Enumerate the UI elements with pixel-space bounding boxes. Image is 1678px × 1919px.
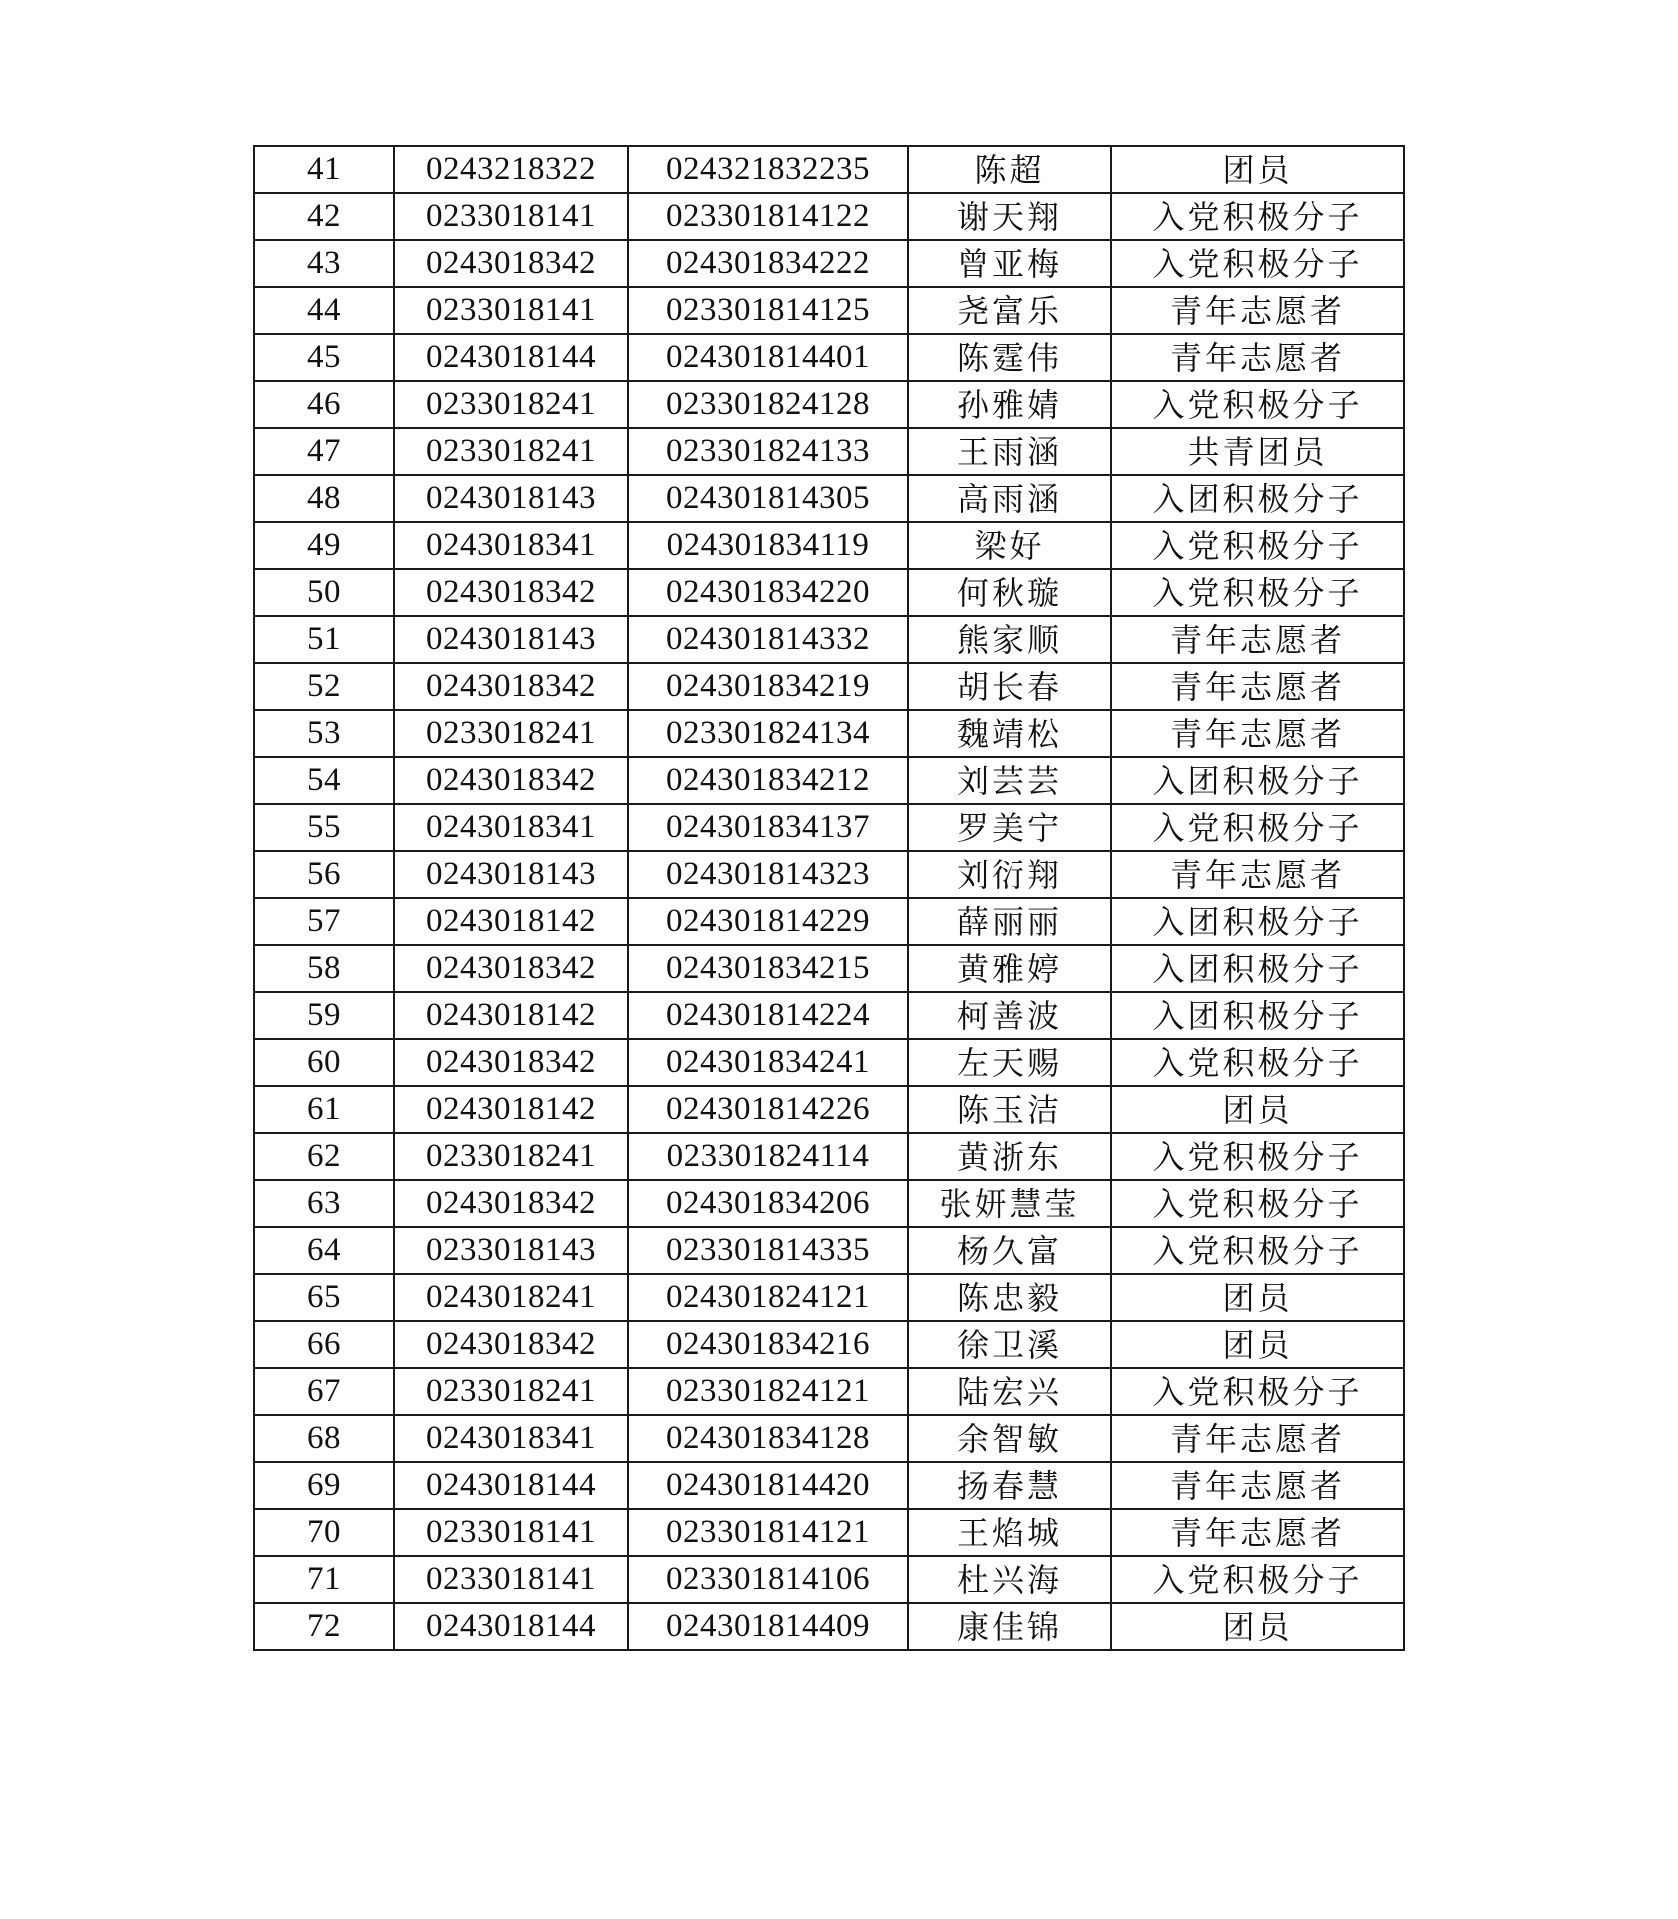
table-row bbox=[254, 1603, 1404, 1650]
class-code-cell: 0243018241 bbox=[394, 1274, 628, 1321]
student-id-cell: 024301814323 bbox=[628, 851, 908, 898]
political-status-cell: 团员 bbox=[1111, 146, 1404, 193]
student-id-cell: 023301814125 bbox=[628, 287, 908, 334]
political-status-cell: 入团积极分子 bbox=[1111, 475, 1404, 522]
table-row bbox=[254, 1509, 1404, 1556]
table-row bbox=[254, 1133, 1404, 1180]
table-row bbox=[254, 1274, 1404, 1321]
table-row bbox=[254, 522, 1404, 569]
class-code-cell: 0233018141 bbox=[394, 287, 628, 334]
student-name-cell: 杜兴海 bbox=[908, 1556, 1111, 1603]
political-status-cell: 入团积极分子 bbox=[1111, 898, 1404, 945]
table-row bbox=[254, 1415, 1404, 1462]
table-row bbox=[254, 240, 1404, 287]
student-id-cell: 024301834119 bbox=[628, 522, 908, 569]
row-number-cell: 46 bbox=[254, 381, 394, 428]
political-status-cell: 入团积极分子 bbox=[1111, 992, 1404, 1039]
class-code-cell: 0243018143 bbox=[394, 616, 628, 663]
table-row bbox=[254, 569, 1404, 616]
political-status-cell: 青年志愿者 bbox=[1111, 287, 1404, 334]
student-name-cell: 柯善波 bbox=[908, 992, 1111, 1039]
political-status-cell: 入党积极分子 bbox=[1111, 569, 1404, 616]
table-row bbox=[254, 1462, 1404, 1509]
row-number-cell: 70 bbox=[254, 1509, 394, 1556]
class-code-cell: 0243018341 bbox=[394, 522, 628, 569]
table-row bbox=[254, 381, 1404, 428]
row-number-cell: 67 bbox=[254, 1368, 394, 1415]
political-status-cell: 入党积极分子 bbox=[1111, 522, 1404, 569]
row-number-cell: 56 bbox=[254, 851, 394, 898]
student-name-cell: 陈霆伟 bbox=[908, 334, 1111, 381]
student-id-cell: 024301834222 bbox=[628, 240, 908, 287]
table-row bbox=[254, 193, 1404, 240]
row-number-cell: 66 bbox=[254, 1321, 394, 1368]
table-row bbox=[254, 663, 1404, 710]
student-name-cell: 张妍慧莹 bbox=[908, 1180, 1111, 1227]
row-number-cell: 69 bbox=[254, 1462, 394, 1509]
class-code-cell: 0243018342 bbox=[394, 569, 628, 616]
class-code-cell: 0243018142 bbox=[394, 898, 628, 945]
row-number-cell: 71 bbox=[254, 1556, 394, 1603]
political-status-cell: 青年志愿者 bbox=[1111, 710, 1404, 757]
political-status-cell: 青年志愿者 bbox=[1111, 1462, 1404, 1509]
political-status-cell: 青年志愿者 bbox=[1111, 1415, 1404, 1462]
political-status-cell: 入党积极分子 bbox=[1111, 1556, 1404, 1603]
table-row bbox=[254, 1321, 1404, 1368]
student-id-cell: 024301834137 bbox=[628, 804, 908, 851]
student-name-cell: 高雨涵 bbox=[908, 475, 1111, 522]
table-row bbox=[254, 710, 1404, 757]
row-number-cell: 54 bbox=[254, 757, 394, 804]
student-name-cell: 左天赐 bbox=[908, 1039, 1111, 1086]
class-code-cell: 0233018241 bbox=[394, 381, 628, 428]
table-row bbox=[254, 1227, 1404, 1274]
political-status-cell: 入党积极分子 bbox=[1111, 1180, 1404, 1227]
class-code-cell: 0233018241 bbox=[394, 710, 628, 757]
row-number-cell: 59 bbox=[254, 992, 394, 1039]
student-name-cell: 黄浙东 bbox=[908, 1133, 1111, 1180]
row-number-cell: 48 bbox=[254, 475, 394, 522]
row-number-cell: 45 bbox=[254, 334, 394, 381]
political-status-cell: 青年志愿者 bbox=[1111, 616, 1404, 663]
student-name-cell: 刘衍翔 bbox=[908, 851, 1111, 898]
political-status-cell: 团员 bbox=[1111, 1603, 1404, 1650]
class-code-cell: 0233018241 bbox=[394, 428, 628, 475]
row-number-cell: 42 bbox=[254, 193, 394, 240]
student-id-cell: 024301834212 bbox=[628, 757, 908, 804]
table-row bbox=[254, 945, 1404, 992]
student-id-cell: 024301824121 bbox=[628, 1274, 908, 1321]
row-number-cell: 65 bbox=[254, 1274, 394, 1321]
political-status-cell: 青年志愿者 bbox=[1111, 663, 1404, 710]
student-id-cell: 024301814229 bbox=[628, 898, 908, 945]
table-row bbox=[254, 851, 1404, 898]
table-row bbox=[254, 475, 1404, 522]
table-row bbox=[254, 428, 1404, 475]
political-status-cell: 入团积极分子 bbox=[1111, 945, 1404, 992]
student-name-cell: 陈忠毅 bbox=[908, 1274, 1111, 1321]
class-code-cell: 0243018341 bbox=[394, 804, 628, 851]
class-code-cell: 0243018342 bbox=[394, 1039, 628, 1086]
class-code-cell: 0243018143 bbox=[394, 851, 628, 898]
student-id-cell: 024301834206 bbox=[628, 1180, 908, 1227]
student-id-cell: 024301834216 bbox=[628, 1321, 908, 1368]
student-name-cell: 陈超 bbox=[908, 146, 1111, 193]
student-name-cell: 熊家顺 bbox=[908, 616, 1111, 663]
table-row bbox=[254, 1368, 1404, 1415]
row-number-cell: 57 bbox=[254, 898, 394, 945]
student-name-cell: 杨久富 bbox=[908, 1227, 1111, 1274]
student-id-cell: 024301834220 bbox=[628, 569, 908, 616]
class-code-cell: 0233018141 bbox=[394, 1509, 628, 1556]
row-number-cell: 63 bbox=[254, 1180, 394, 1227]
table-row bbox=[254, 1086, 1404, 1133]
table-row bbox=[254, 804, 1404, 851]
class-code-cell: 0233018241 bbox=[394, 1133, 628, 1180]
row-number-cell: 49 bbox=[254, 522, 394, 569]
student-name-cell: 康佳锦 bbox=[908, 1603, 1111, 1650]
student-id-cell: 024301814305 bbox=[628, 475, 908, 522]
class-code-cell: 0233018143 bbox=[394, 1227, 628, 1274]
student-id-cell: 024301814401 bbox=[628, 334, 908, 381]
row-number-cell: 53 bbox=[254, 710, 394, 757]
table-row bbox=[254, 992, 1404, 1039]
row-number-cell: 55 bbox=[254, 804, 394, 851]
student-id-cell: 024301814224 bbox=[628, 992, 908, 1039]
student-id-cell: 024301814332 bbox=[628, 616, 908, 663]
student-id-cell: 023301814121 bbox=[628, 1509, 908, 1556]
class-code-cell: 0243018142 bbox=[394, 992, 628, 1039]
row-number-cell: 52 bbox=[254, 663, 394, 710]
student-name-cell: 孙雅婧 bbox=[908, 381, 1111, 428]
student-name-cell: 余智敏 bbox=[908, 1415, 1111, 1462]
student-id-cell: 024301814409 bbox=[628, 1603, 908, 1650]
class-code-cell: 0243018342 bbox=[394, 240, 628, 287]
student-name-cell: 王焰城 bbox=[908, 1509, 1111, 1556]
student-name-cell: 曾亚梅 bbox=[908, 240, 1111, 287]
political-status-cell: 共青团员 bbox=[1111, 428, 1404, 475]
student-name-cell: 魏靖松 bbox=[908, 710, 1111, 757]
row-number-cell: 44 bbox=[254, 287, 394, 334]
student-id-cell: 024301834215 bbox=[628, 945, 908, 992]
political-status-cell: 团员 bbox=[1111, 1321, 1404, 1368]
row-number-cell: 61 bbox=[254, 1086, 394, 1133]
student-id-cell: 023301814335 bbox=[628, 1227, 908, 1274]
table-row bbox=[254, 616, 1404, 663]
class-code-cell: 0243018144 bbox=[394, 1462, 628, 1509]
student-id-cell: 023301824121 bbox=[628, 1368, 908, 1415]
row-number-cell: 72 bbox=[254, 1603, 394, 1650]
student-id-cell: 024301834128 bbox=[628, 1415, 908, 1462]
student-name-cell: 罗美宁 bbox=[908, 804, 1111, 851]
student-id-cell: 023301814122 bbox=[628, 193, 908, 240]
student-name-cell: 胡长春 bbox=[908, 663, 1111, 710]
table-row bbox=[254, 898, 1404, 945]
table-row bbox=[254, 1039, 1404, 1086]
student-id-cell: 024301834219 bbox=[628, 663, 908, 710]
table-row bbox=[254, 1180, 1404, 1227]
class-code-cell: 0243018143 bbox=[394, 475, 628, 522]
class-code-cell: 0243018341 bbox=[394, 1415, 628, 1462]
roster-table-body bbox=[254, 146, 1404, 1650]
table-row bbox=[254, 287, 1404, 334]
student-id-cell: 024321832235 bbox=[628, 146, 908, 193]
political-status-cell: 入团积极分子 bbox=[1111, 757, 1404, 804]
class-code-cell: 0243018144 bbox=[394, 334, 628, 381]
student-name-cell: 梁好 bbox=[908, 522, 1111, 569]
student-id-cell: 023301824128 bbox=[628, 381, 908, 428]
student-name-cell: 谢天翔 bbox=[908, 193, 1111, 240]
student-name-cell: 何秋璇 bbox=[908, 569, 1111, 616]
row-number-cell: 60 bbox=[254, 1039, 394, 1086]
political-status-cell: 青年志愿者 bbox=[1111, 1509, 1404, 1556]
row-number-cell: 51 bbox=[254, 616, 394, 663]
row-number-cell: 58 bbox=[254, 945, 394, 992]
row-number-cell: 62 bbox=[254, 1133, 394, 1180]
table-row bbox=[254, 1556, 1404, 1603]
row-number-cell: 47 bbox=[254, 428, 394, 475]
student-id-cell: 023301814106 bbox=[628, 1556, 908, 1603]
student-roster-table bbox=[253, 145, 1405, 1651]
table-row bbox=[254, 146, 1404, 193]
row-number-cell: 50 bbox=[254, 569, 394, 616]
class-code-cell: 0243018342 bbox=[394, 945, 628, 992]
student-name-cell: 王雨涵 bbox=[908, 428, 1111, 475]
class-code-cell: 0233018241 bbox=[394, 1368, 628, 1415]
class-code-cell: 0243018342 bbox=[394, 1180, 628, 1227]
student-name-cell: 尧富乐 bbox=[908, 287, 1111, 334]
political-status-cell: 青年志愿者 bbox=[1111, 334, 1404, 381]
row-number-cell: 43 bbox=[254, 240, 394, 287]
political-status-cell: 青年志愿者 bbox=[1111, 851, 1404, 898]
political-status-cell: 入党积极分子 bbox=[1111, 1133, 1404, 1180]
row-number-cell: 68 bbox=[254, 1415, 394, 1462]
student-id-cell: 023301824133 bbox=[628, 428, 908, 475]
student-id-cell: 023301824134 bbox=[628, 710, 908, 757]
class-code-cell: 0243018144 bbox=[394, 1603, 628, 1650]
student-name-cell: 扬春慧 bbox=[908, 1462, 1111, 1509]
row-number-cell: 64 bbox=[254, 1227, 394, 1274]
class-code-cell: 0243018342 bbox=[394, 757, 628, 804]
class-code-cell: 0243218322 bbox=[394, 146, 628, 193]
political-status-cell: 入党积极分子 bbox=[1111, 1227, 1404, 1274]
student-name-cell: 徐卫溪 bbox=[908, 1321, 1111, 1368]
class-code-cell: 0233018141 bbox=[394, 193, 628, 240]
political-status-cell: 团员 bbox=[1111, 1274, 1404, 1321]
student-name-cell: 陆宏兴 bbox=[908, 1368, 1111, 1415]
political-status-cell: 入党积极分子 bbox=[1111, 804, 1404, 851]
political-status-cell: 入党积极分子 bbox=[1111, 240, 1404, 287]
student-id-cell: 024301814420 bbox=[628, 1462, 908, 1509]
student-id-cell: 023301824114 bbox=[628, 1133, 908, 1180]
class-code-cell: 0243018342 bbox=[394, 1321, 628, 1368]
political-status-cell: 入党积极分子 bbox=[1111, 1039, 1404, 1086]
political-status-cell: 入党积极分子 bbox=[1111, 381, 1404, 428]
student-name-cell: 黄雅婷 bbox=[908, 945, 1111, 992]
political-status-cell: 入党积极分子 bbox=[1111, 1368, 1404, 1415]
class-code-cell: 0243018142 bbox=[394, 1086, 628, 1133]
student-name-cell: 陈玉洁 bbox=[908, 1086, 1111, 1133]
class-code-cell: 0243018342 bbox=[394, 663, 628, 710]
row-number-cell: 41 bbox=[254, 146, 394, 193]
student-id-cell: 024301814226 bbox=[628, 1086, 908, 1133]
political-status-cell: 入党积极分子 bbox=[1111, 193, 1404, 240]
student-name-cell: 薛丽丽 bbox=[908, 898, 1111, 945]
table-row bbox=[254, 334, 1404, 381]
table-row bbox=[254, 757, 1404, 804]
political-status-cell: 团员 bbox=[1111, 1086, 1404, 1133]
student-id-cell: 024301834241 bbox=[628, 1039, 908, 1086]
class-code-cell: 0233018141 bbox=[394, 1556, 628, 1603]
student-name-cell: 刘芸芸 bbox=[908, 757, 1111, 804]
